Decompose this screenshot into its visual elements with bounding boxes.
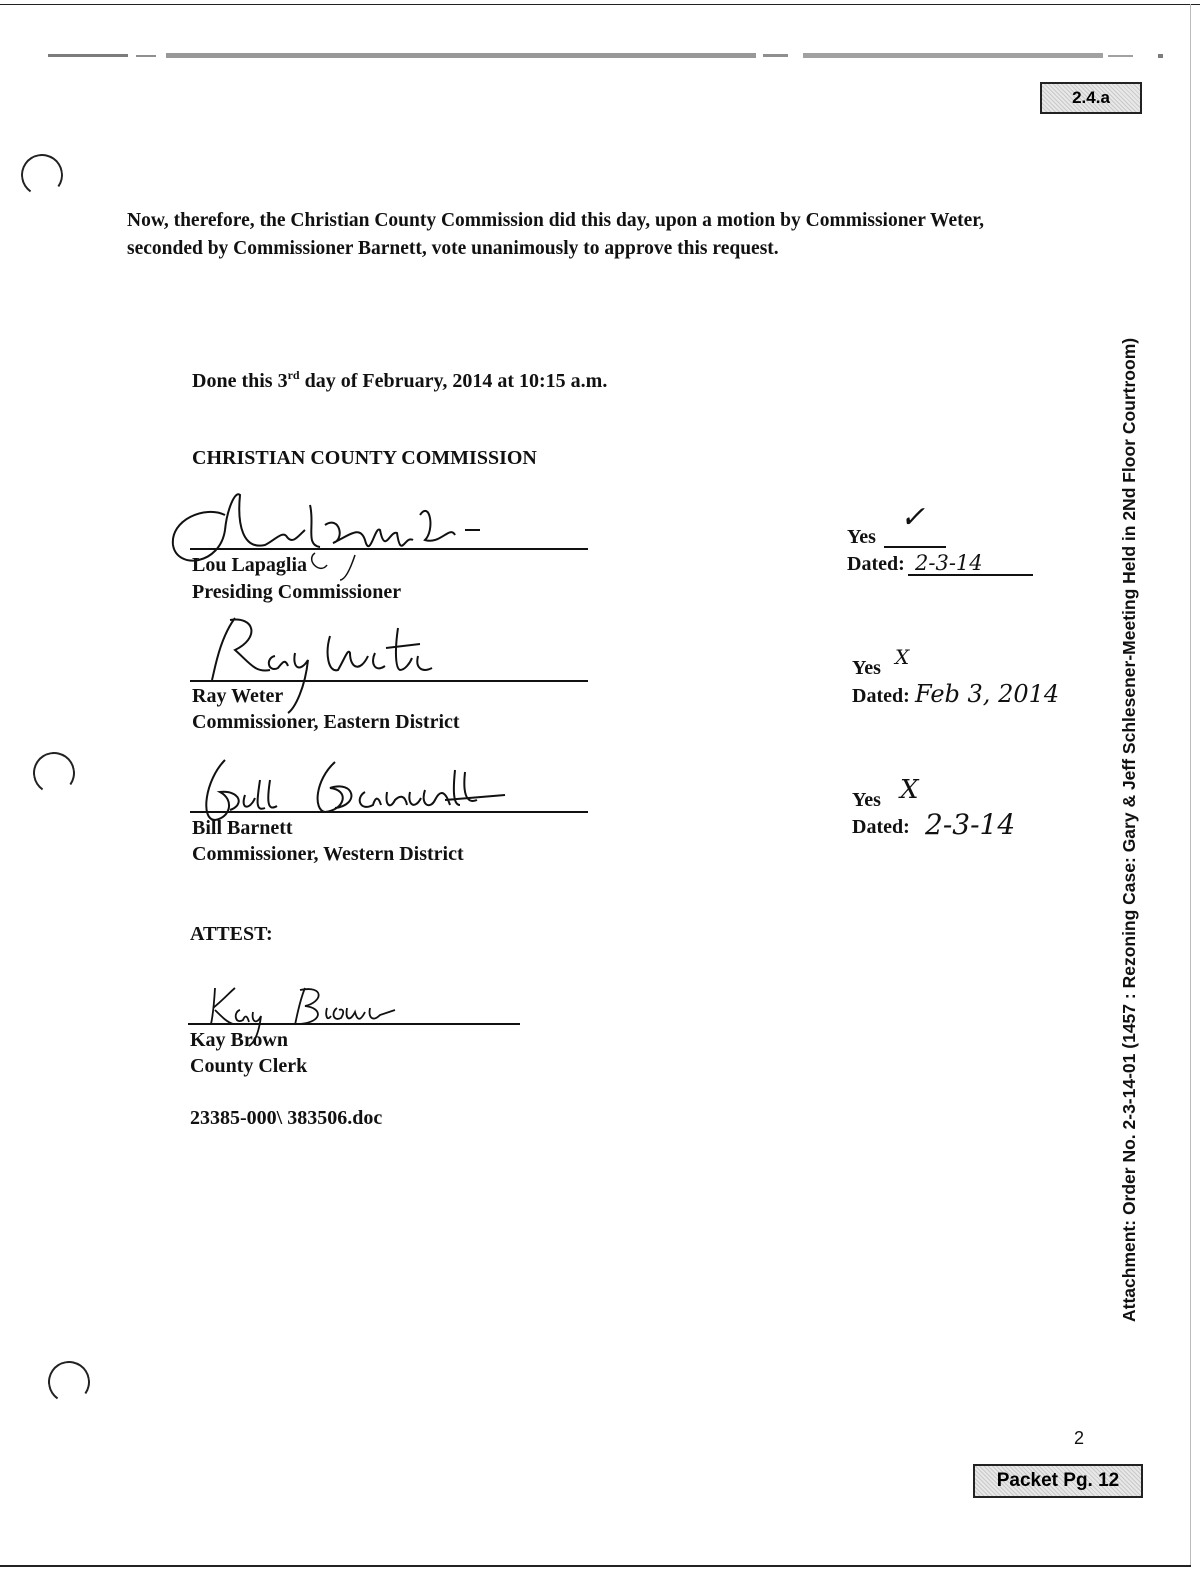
document-reference: 23385-000\ 383506.doc (190, 1107, 383, 1129)
vote-line (884, 546, 946, 548)
commission-heading: CHRISTIAN COUNTY COMMISSION (192, 447, 537, 469)
signed-date: 2-3-14 (925, 808, 1016, 841)
page-right-border (1190, 4, 1191, 1566)
done-ordinal: rd (287, 368, 300, 382)
vote-mark: X (900, 775, 919, 805)
signer-name: Ray Weter (192, 685, 284, 707)
done-date-line (192, 368, 607, 393)
signer-name: Bill Barnett (192, 817, 293, 839)
signer-title: Presiding Commissioner (192, 581, 402, 603)
signer-name: Lou Lapaglia (192, 554, 308, 576)
attest-name: Kay Brown (190, 1029, 288, 1051)
attest-label: ATTEST: (190, 923, 273, 945)
done-suffix: day of February, 2014 at 10:15 a.m. (299, 370, 608, 392)
vote-label: Yes (847, 526, 876, 548)
signed-date: 2-3-14 (915, 551, 983, 575)
dated-label: Dated: (852, 685, 910, 707)
attachment-badge: 2.4.a (1040, 82, 1142, 114)
vote-mark: X (895, 645, 910, 669)
attest-title: County Clerk (190, 1055, 308, 1077)
binder-hole-bottom (45, 1358, 94, 1407)
binder-hole-middle (30, 749, 79, 798)
signer-title: Commissioner, Western District (192, 843, 464, 865)
dated-label: Dated: (847, 553, 905, 575)
signature-line-attest (188, 1023, 520, 1025)
signature-line-weter (190, 680, 588, 682)
signature-line-barnett (190, 811, 588, 813)
packet-page-badge: Packet Pg. 12 (973, 1464, 1143, 1498)
signature-line-lapaglia (190, 548, 588, 550)
vote-mark: ✓ (900, 500, 926, 535)
page-number: 2 (1074, 1428, 1085, 1448)
scan-noise-strip (48, 52, 1163, 60)
resolution-paragraph: Now, therefore, the Christian County Commission did this day, upon a motion by Commissioner Weter, seconded by Commissioner Barnett, vote unanimously to approve this request. (127, 210, 985, 259)
binder-hole-top (18, 151, 67, 200)
vote-label: Yes (852, 657, 881, 679)
page-top-border (0, 4, 1200, 5)
page-bottom-border (0, 1565, 1191, 1567)
signed-date: Feb 3, 2014 (915, 680, 1060, 708)
vote-label: Yes (852, 789, 881, 811)
signer-title: Commissioner, Eastern District (192, 711, 460, 733)
attachment-sidebar-text: Attachment: Order No. 2-3-14-01 (1457 : Rezoning Case: Gary & Jeff Schlesener-Meeting Held in 2Nd Floor Courtroom) (1119, 337, 1139, 1322)
done-prefix: Done this 3 (192, 370, 288, 392)
dated-label: Dated: (852, 816, 910, 838)
